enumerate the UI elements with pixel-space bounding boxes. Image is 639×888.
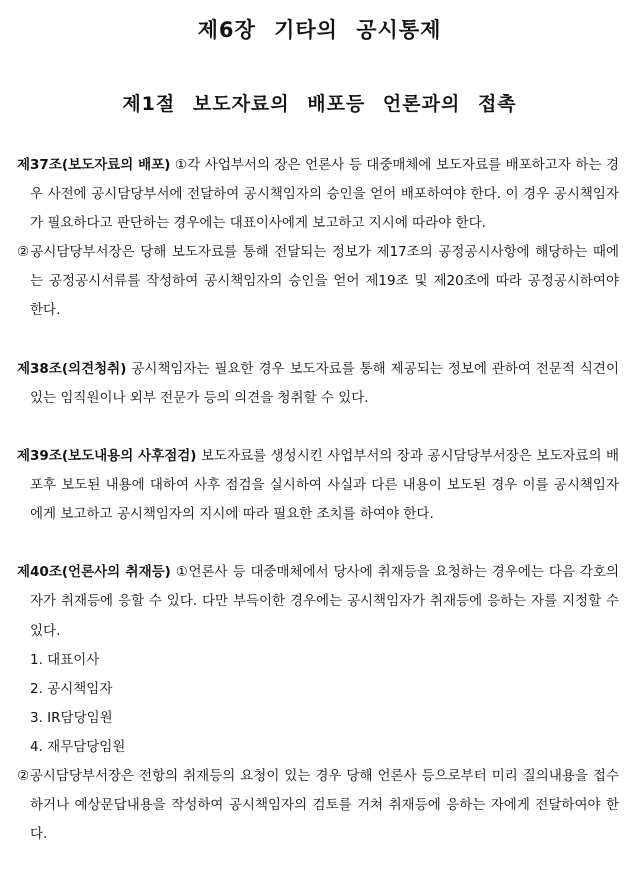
article-37-paragraph-1: [17, 151, 619, 238]
article-37-text-2: ②공시담당부서장은 당해 보도자료를 통해 전달되는 정보가 제17조의 공정공시사항에 해당하는 때에는 공정공시서류를 작성하여 공시책임자의 승인을 얻어 제19조 및 제20조에 따라 공정공시하여야 한다.: [17, 244, 619, 319]
list-item-4: 4. 재무담당임원: [30, 738, 126, 755]
article-39-heading: 제39조(보도내용의 사후점검): [17, 447, 197, 464]
article-39-paragraph-1: [17, 442, 619, 529]
section-title: 제1절 보도자료의 배포등 언론과의 접촉: [122, 93, 517, 115]
list-item-1: 1. 대표이사: [30, 651, 100, 668]
list-item-2: 2. 공시책임자: [30, 680, 113, 697]
article-40: [17, 558, 619, 849]
article-38-heading: 제38조(의견청취): [17, 360, 127, 377]
article-37-heading: 제37조(보도자료의 배포): [17, 157, 171, 173]
article-37-text-1: ①각 사업부서의 장은 언론사 등 대중매체에 보도자료를 배포하고자 하는 경우 사전에 공시담당부서에 전달하여 공시책임자의 승인을 얻어 배포하여야 한다. 이 경우 공시책임자가 필요하다고 판단하는 경우에는 대표이사에게 보고하고 지시에 따라야 한다.: [30, 157, 620, 232]
article-40-paragraph-2: [17, 762, 619, 849]
article-37: [17, 151, 619, 326]
article-38: [17, 355, 619, 413]
article-39: [17, 442, 619, 529]
document-body: [17, 151, 619, 849]
list-item-3: 3. IR담당임원: [30, 709, 113, 726]
article-39-text-1: 보도자료를 생성시킨 사업부서의 장과 공시담당부서장은 보도자료의 배포후 보도된 내용에 대하여 사후 점검을 실시하여 사실과 다른 내용이 보도된 경우 이를 공시책임자에게 보고하고 공시책임자의 지시에 따라 필요한 조치를 하여야 한다.: [30, 447, 619, 523]
article-40-text-2: ②공시담당부서장은 전항의 취재등의 요청이 있는 경우 당해 언론사 등으로부터 미리 질의내용을 접수하거나 예상문답내용을 작성하여 공시책임자의 검토를 거쳐 취재등에 응하는 자에게 전달하여야 한다.: [17, 767, 619, 843]
chapter-title: 제6장 기타의 공시통제: [197, 18, 442, 42]
article-40-heading: 제40조(언론사의 취재등): [17, 564, 171, 581]
article-38-paragraph-1: [17, 355, 619, 413]
article-38-text-1: 공시책임자는 필요한 경우 보도자료를 통해 제공되는 정보에 관하여 전문적 식견이 있는 임직원이나 외부 전문가 등의 의견을 청취할 수 있다.: [30, 360, 619, 406]
article-40-text-1: ①언론사 등 대중매체에서 당사에 취재등을 요청하는 경우에는 다음 각호의 자가 취재등에 응할 수 있다. 다만 부득이한 경우에는 공시책임자가 취재등에 응하는 자를 지정할 수 있다.: [30, 564, 620, 639]
article-40-paragraph-1: [17, 558, 619, 645]
article-37-paragraph-2: [17, 238, 619, 325]
